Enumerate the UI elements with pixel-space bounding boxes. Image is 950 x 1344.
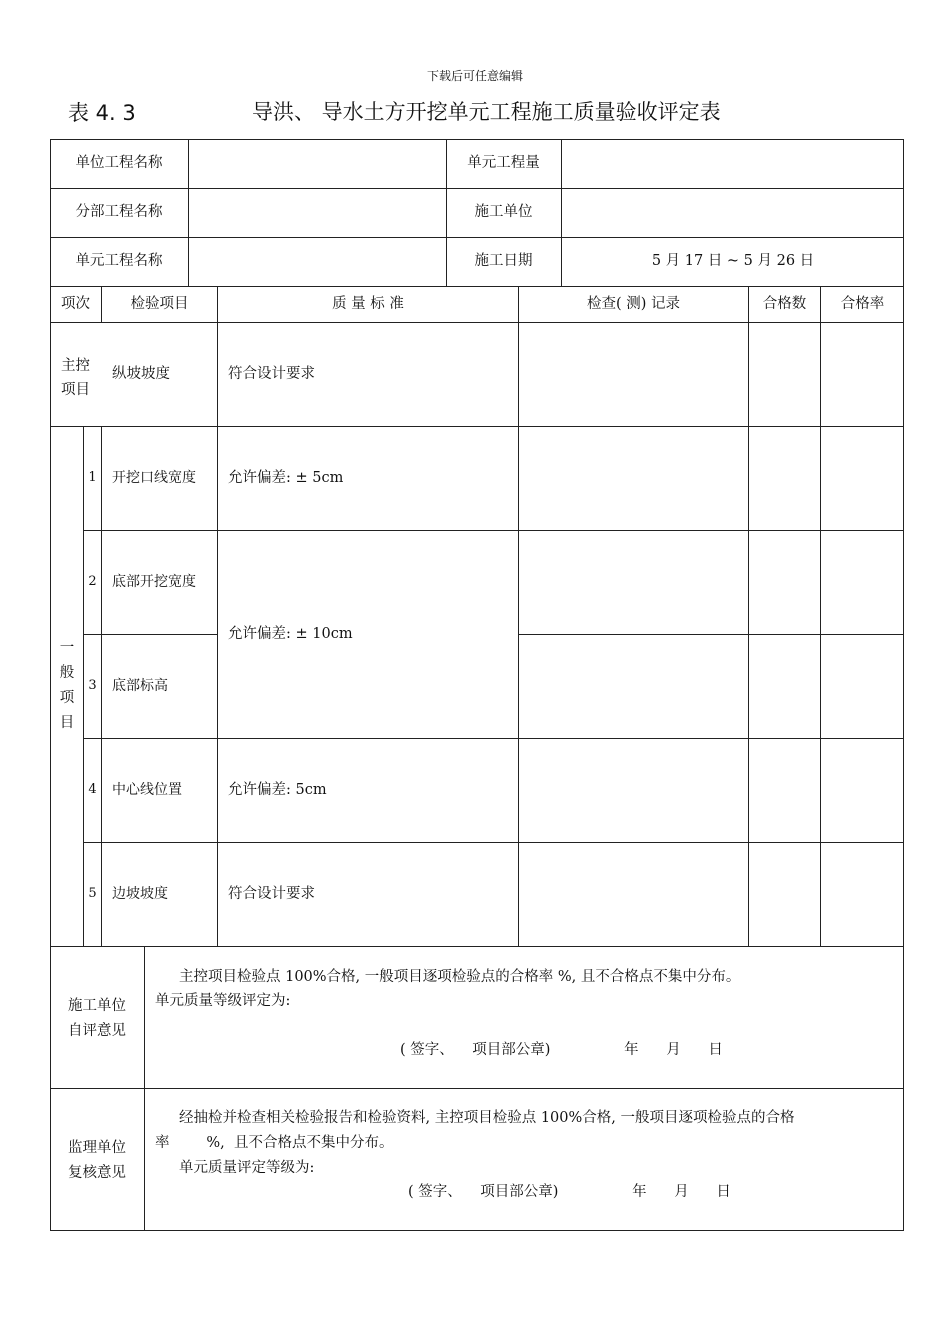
division-label: 分部工程名称 [75, 204, 163, 220]
group-label-line: 主控 [61, 358, 90, 374]
element-quantity-label: 单元工程量 [467, 155, 540, 171]
main-item-name: 纵坡坡度 [112, 366, 170, 382]
general-item-name: 底部标高 [112, 678, 168, 694]
general-items-group-label [57, 636, 77, 736]
opinion-label-line: 自评意见 [68, 1023, 126, 1039]
main-item-standard: 符合设计要求 [228, 366, 315, 382]
row-divider [50, 286, 904, 287]
general-item-standard: 允许偏差: 5cm [228, 782, 327, 798]
general-item-number: 5 [88, 886, 97, 901]
col-header-pass-rate: 合格率 [840, 296, 885, 312]
table-number: 表 4. 3 [68, 101, 136, 125]
col-divider [820, 286, 821, 946]
row-divider [50, 426, 904, 427]
general-item-name: 底部开挖宽度 [112, 574, 196, 590]
general-item-number: 1 [88, 470, 97, 485]
col-divider [217, 286, 218, 946]
construction-date-value: 5 月 17 日 ~ 5 月 26 日 [651, 253, 815, 269]
header-note: 下载后可任意编辑 [426, 69, 523, 83]
col-header-record: 检查( 测) 记录 [586, 296, 681, 312]
group-label-line: 般 [59, 665, 75, 681]
supervisor-opinion-line1: 经抽检并检查相关检验报告和检验资料, 主控项目检验点 100%合格, 一般项目逐项检验点的合格 [179, 1110, 795, 1126]
general-item-name: 边坡坡度 [112, 886, 168, 902]
supervisor-opinion-line2: 率 %, 且不合格点不集中分布。 [155, 1135, 394, 1151]
row-divider [84, 634, 218, 635]
col-divider [144, 946, 145, 1230]
row-divider [50, 946, 904, 947]
row-divider [518, 634, 904, 635]
general-item-standard: 符合设计要求 [228, 886, 315, 902]
col-divider [101, 426, 102, 946]
row-divider [84, 842, 904, 843]
row-divider [84, 530, 904, 531]
inspection-form-table [50, 139, 904, 1231]
general-item-number: 2 [88, 574, 97, 589]
supervisor-opinion-label [50, 1136, 144, 1186]
col-header-item: 检验项目 [130, 296, 189, 312]
col-divider [748, 286, 749, 946]
main-items-group-label [50, 354, 101, 402]
contractor-label: 施工单位 [474, 204, 533, 220]
row-divider [50, 237, 904, 238]
col-header-standard: 质 量 标 准 [332, 296, 404, 312]
col-header-qualified-count: 合格数 [762, 296, 807, 312]
group-label-line: 项 [59, 690, 75, 706]
unit-project-label: 单位工程名称 [75, 155, 163, 171]
col-divider [518, 286, 519, 946]
col-header-seq: 项次 [61, 296, 90, 312]
general-item-number: 3 [88, 678, 97, 693]
group-label-line: 项目 [61, 382, 90, 398]
row-divider [50, 322, 904, 323]
col-divider [188, 139, 189, 286]
form-title: 导洪、 导水土方开挖单元工程施工质量验收评定表 [252, 100, 721, 124]
row-divider [50, 1088, 904, 1089]
contractor-opinion-label [50, 994, 144, 1044]
general-item-standard-merged: 允许偏差: ± 10cm [228, 626, 353, 642]
opinion-label-line: 监理单位 [68, 1140, 126, 1156]
row-divider [50, 188, 904, 189]
opinion-label-line: 施工单位 [68, 998, 126, 1014]
contractor-signature-line: ( 签字、 项目部公章) 年 月 日 [400, 1042, 723, 1058]
group-label-line: 目 [59, 715, 75, 731]
contractor-opinion-line2: 单元质量等级评定为: [155, 993, 291, 1009]
general-item-number: 4 [88, 782, 97, 797]
row-divider [84, 738, 904, 739]
construction-date-label: 施工日期 [474, 253, 533, 269]
group-label-line: 一 [59, 640, 75, 656]
contractor-opinion-line1: 主控项目检验点 100%合格, 一般项目逐项检验点的合格率 %, 且不合格点不集中分布。 [179, 969, 741, 985]
general-item-name: 中心线位置 [112, 782, 182, 798]
element-name-label: 单元工程名称 [75, 253, 163, 269]
supervisor-opinion-line3: 单元质量评定等级为: [179, 1160, 315, 1176]
supervisor-signature-line: ( 签字、 项目部公章) 年 月 日 [408, 1184, 731, 1200]
opinion-label-line: 复核意见 [68, 1165, 126, 1181]
general-item-standard: 允许偏差: ± 5cm [228, 470, 344, 486]
general-item-name: 开挖口线宽度 [112, 470, 196, 486]
